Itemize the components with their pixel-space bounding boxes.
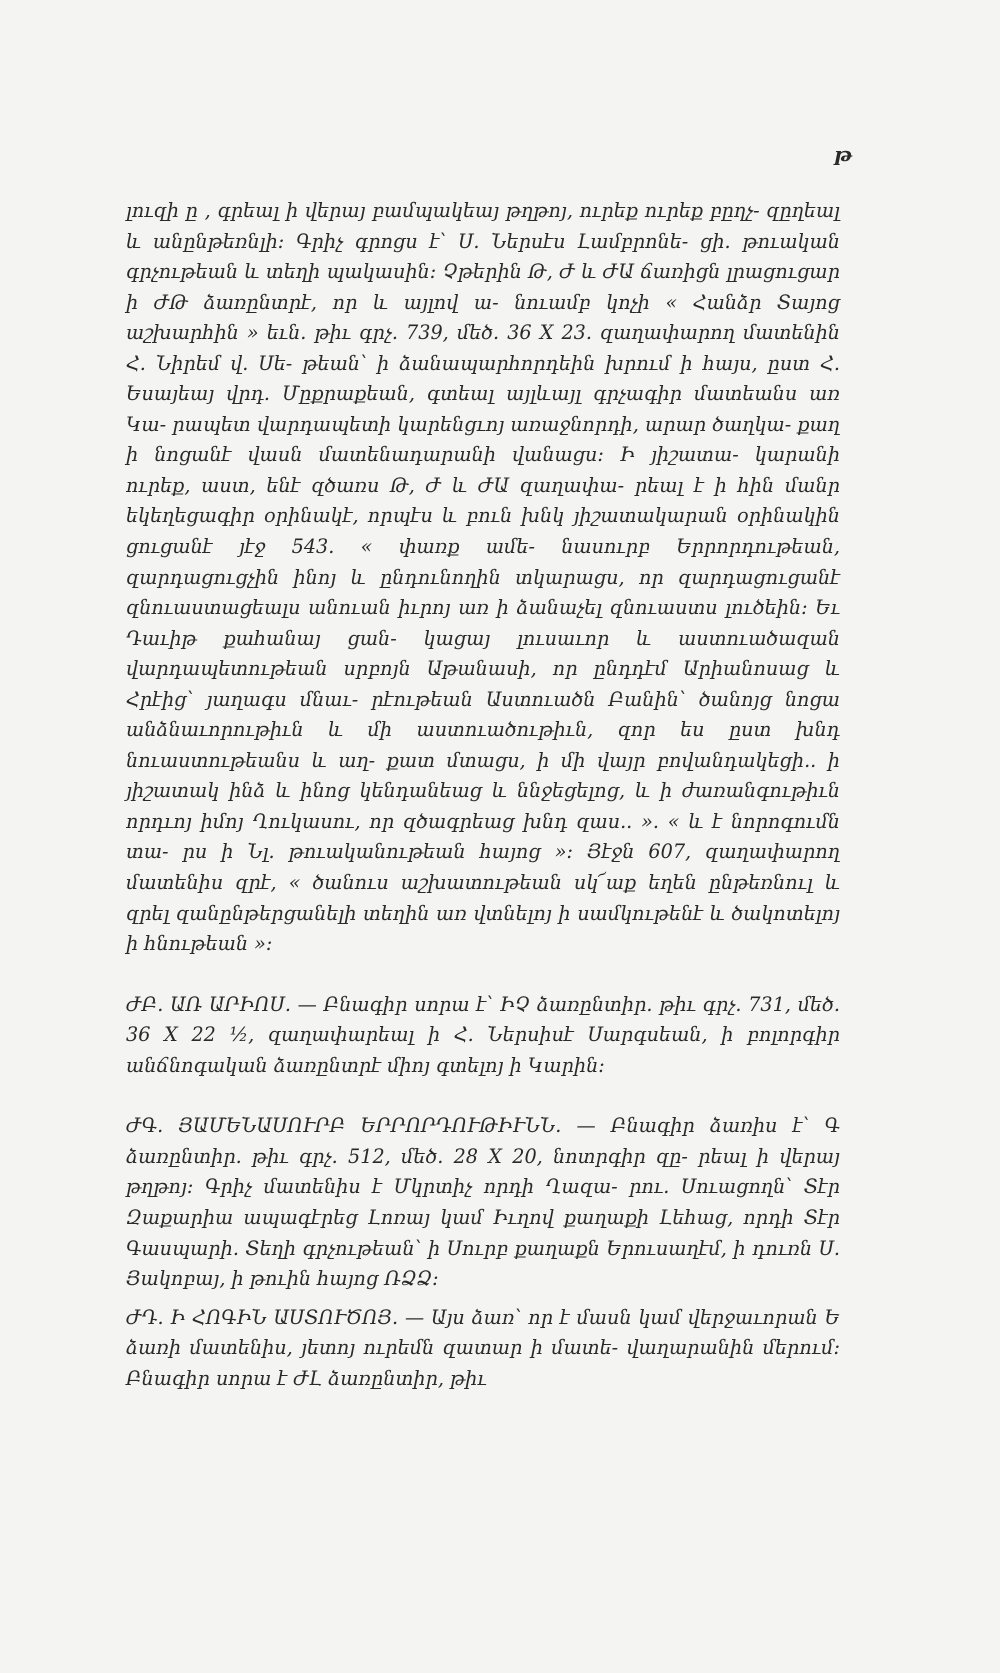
body-text [126, 196, 840, 1394]
paragraph-against-arius: ԺԲ. ԱՌ ԱՐԻՈՍ. — Բնագիր սորա է՝ ԻՉ ձառընտիր. թիւ գրչ. 731, մեծ. 36 X 22 ½, զաղափարեալ ի Հ. Ներսիսէ Սարգսեան, ի բոլորգիր անճնոգական ձառընտրէ միոյ գտելոյ ի Կարին։ [126, 992, 840, 1077]
paragraph-holy-trinity: ԺԳ. ՅԱՄԵՆԱՍՈՒՐԲ ԵՐՐՈՐԴՈՒԹԻՒՆՆ. — Բնագիր ձառիս է՝ Գ ձառընտիր. թիւ գրչ. 512, մեծ. 28 X 20, նոտրգիր զը- րեալ ի վերայ թղթոյ։ Գրիչ մատենիս է Մկրտիչ որդի Ղազա- րու. Սուացողն՝ Տէր Զաքարիա ապագէրեց Լոռայ կամ Իւղով քաղաքի Լեհաց, որդի Տէր Գասպարի. Տեղի գրչութեան՝ ի Սուրբ քաղաքն Երուսաղէմ, ի դուռն Ս. Յակոբայ, ի թուին հայոց ՌՁՁ։ [126, 1114, 840, 1291]
paragraph-holy-spirit: ԺԴ. Ի ՀՈԳԻՆ ԱՍՏՈՒԾՈՅ. — Այս ձառ՝ որ է մասն կամ վերջաւորան Ե ձառի մատենիս, յետոյ ուրեմն զատար ի մատե- վաղարանին մերում։ Բնագիր սորա է ԺԼ ձառընտիր, թիւ [126, 1305, 840, 1390]
page-number: թ [833, 142, 852, 166]
paragraph-manuscript-description: լուզի ը , գրեալ ի վերայ բամպակեայ թղթոյ, ուրեք ուրեք բըղչ- զըղեալ և անընթեռնլի։ Գրիչ գրոցս է՝ Ս. Ներսէս Լամբրոնե- ցի. թուական գրչութեան և տեղի պակասին։ Չթերին Թ, Ժ և ԺԱ ճառիցն լրացուցար ի ԺԹ ձառընտրէ, որ և այլով ա- նուամբ կոչի « Հանձր Տայոց աշխարհին » եւն. թիւ գրչ. 739, մեծ. 36 X 23. զաղափարող մատենին Հ. Նիրեմ վ. Սե- թեան՝ ի ձանապարհորդեին խրում ի հայս, ըստ Հ. Եսայեայ վրդ. Մըքրաքեան, գտեալ այլևայլ գրչագիր մատեանս առ Կա- րապետ վարդապետի կարենցւոյ առաջնորդի, արար ծաղկա- քաղ ի նոցանէ վասն մատենադարանի վանացս։ Ի յիշատա- կարանի ուրեք, աստ, ենէ զծառս Թ, Ժ և ԺԱ զաղափա- րեալ է ի հին մանր եկեղեցագիր օրինակէ, որպէս և բուն խնկ յիշատակարան օրինակին ցուցանէ յէջ 543. « փառք ամե- նասուրբ Երրորդութեան, զարդացուցչին ինոյ և ընդունողին տկարացս, որ զարդացուցանէ զնուաստացեալս անուան իւրոյ առ ի ձանաչել զնուաստս լուծեին։ Եւ Դաւիթ քահանայ ցան- կացայ լուսաւոր և աստուածազան վարդապետութեան սրբոյն Աթանասի, որ ընդդէմ Արիանոսաց և Հրէից՝ յաղագս մնաւ- րէութեան Աստուածն Բանին՝ ծանոյց նոցա անձնաւորութիւն և մի աստուածութիւն, զոր ես ըստ խնդ նուաստութեանս և աղ- քատ մտացս, ի մի վայր բովանդակեցի.. ի յիշատակ ինձ և ինոց կենդանեաց և ննջեցելոց, և ի ժառանգութիւն որդւոյ իմոյ Ղուկասու, որ զծագրեաց խնդ զաս.. ». « և է նորոգումն տա- րս ի Նլ. թուականութեան հայոց »։ Յէջն 607, զաղափարող մատենիս զրէ, « ծանուս աշխատութեան սկ՜աք եղեն ընթեռնուլ և զրել զանընթերցանելի տեղին առ վտնելոյ ի սամկութենէ և ծակոտելոյ ի հնութեան »։ [126, 199, 840, 956]
